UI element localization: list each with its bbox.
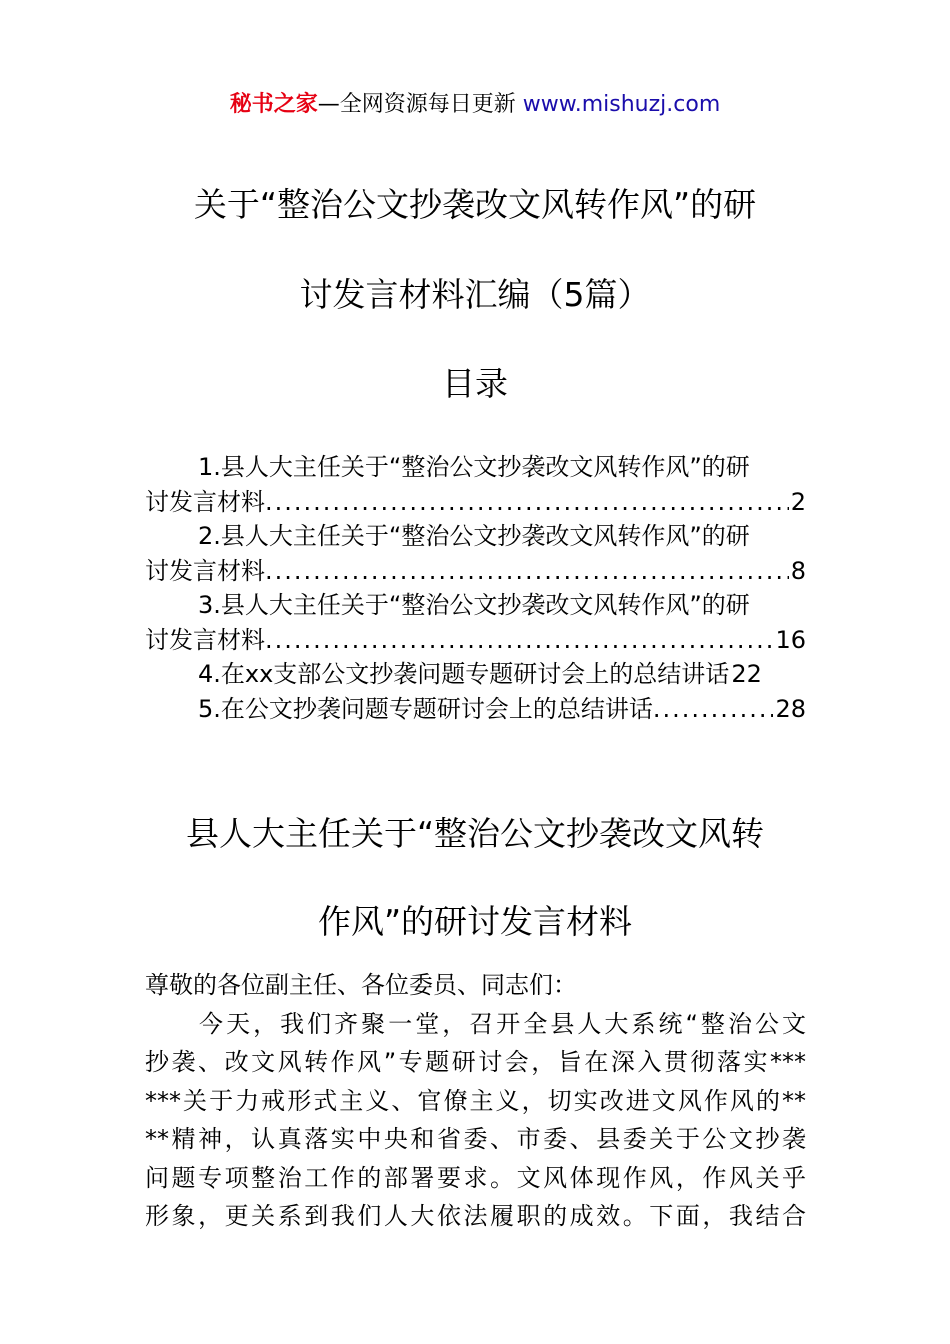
toc-dot-leader: [265, 623, 773, 658]
toc-page-number[interactable]: 2: [790, 487, 806, 516]
speech-body: [145, 966, 806, 1236]
toc-entry-5[interactable]: [145, 692, 806, 727]
toc-entry-title[interactable]: 5.在公文抄袭问题专题研讨会上的总结讲话: [198, 694, 653, 723]
body-line: 问题专项整治工作的部署要求。文风体现作风，作风关乎: [145, 1163, 806, 1192]
toc-entry-title[interactable]: 讨发言材料: [145, 625, 265, 654]
toc-entry-title[interactable]: 2.县人大主任关于“整治公文抄袭改文风转作风”的研: [198, 522, 750, 550]
toc-dot-leader: [265, 554, 789, 589]
section-title-line-1: 县人大主任关于“整治公文抄袭改文风转: [185, 814, 765, 853]
toc-entry-3-line-2[interactable]: [145, 623, 806, 658]
toc-page-number[interactable]: 22: [731, 660, 762, 688]
toc-heading: 目录: [442, 364, 508, 403]
document-title-line-1: 关于“整治公文抄袭改文风转作风”的研: [193, 185, 757, 224]
toc-entry-1-line-2[interactable]: [145, 485, 806, 520]
document-title: [0, 160, 950, 340]
table-of-contents: [145, 450, 806, 726]
section-title-line-2: 作风”的研讨发言材料: [317, 902, 633, 941]
toc-entry-title[interactable]: 讨发言材料: [145, 487, 265, 516]
body-line: 形象，更关系到我们人大依法履职的成效。下面，我结合: [145, 1202, 806, 1230]
site-header: [0, 88, 950, 122]
body-line: **精神，认真落实中央和省委、市委、县委关于公文抄袭: [145, 1125, 806, 1153]
body-line: ***关于力戒形式主义、官僚主义，切实改进文风作风的**: [145, 1086, 806, 1115]
site-brand: 秘书之家: [229, 92, 318, 117]
salutation-line: 尊敬的各位副主任、各位委员、同志们：: [145, 971, 577, 999]
toc-entry-3-line-1[interactable]: [145, 588, 806, 623]
toc-page-number[interactable]: 28: [775, 694, 806, 723]
site-slogan: —全网资源每日更新: [317, 92, 516, 117]
body-line: 今天，我们齐聚一堂，召开全县人大系统“整治公文: [145, 1009, 806, 1038]
section-title: [0, 790, 950, 966]
toc-page-number[interactable]: 16: [775, 625, 806, 654]
toc-entry-title[interactable]: 3.县人大主任关于“整治公文抄袭改文风转作风”的研: [198, 591, 750, 619]
toc-entry-4[interactable]: [145, 657, 806, 692]
site-url-link[interactable]: www.mishuzj.com: [522, 92, 721, 117]
document-title-line-2: 讨发言材料汇编（5篇）: [299, 275, 651, 314]
toc-entry-1-line-1[interactable]: [145, 450, 806, 485]
toc-entry-title[interactable]: 4.在xx支部公文抄袭问题专题研讨会上的总结讲话: [198, 660, 730, 688]
toc-entry-2-line-2[interactable]: [145, 554, 806, 589]
toc-entry-title[interactable]: 1.县人大主任关于“整治公文抄袭改文风转作风”的研: [198, 453, 750, 481]
toc-page-number[interactable]: 8: [790, 556, 806, 585]
toc-entry-2-line-1[interactable]: [145, 519, 806, 554]
toc-entry-title[interactable]: 讨发言材料: [145, 556, 265, 585]
body-line: 抄袭、改文风转作风”专题研讨会，旨在深入贯彻落实***: [145, 1048, 806, 1076]
toc-dot-leader: [653, 692, 774, 727]
toc-dot-leader: [265, 485, 789, 520]
